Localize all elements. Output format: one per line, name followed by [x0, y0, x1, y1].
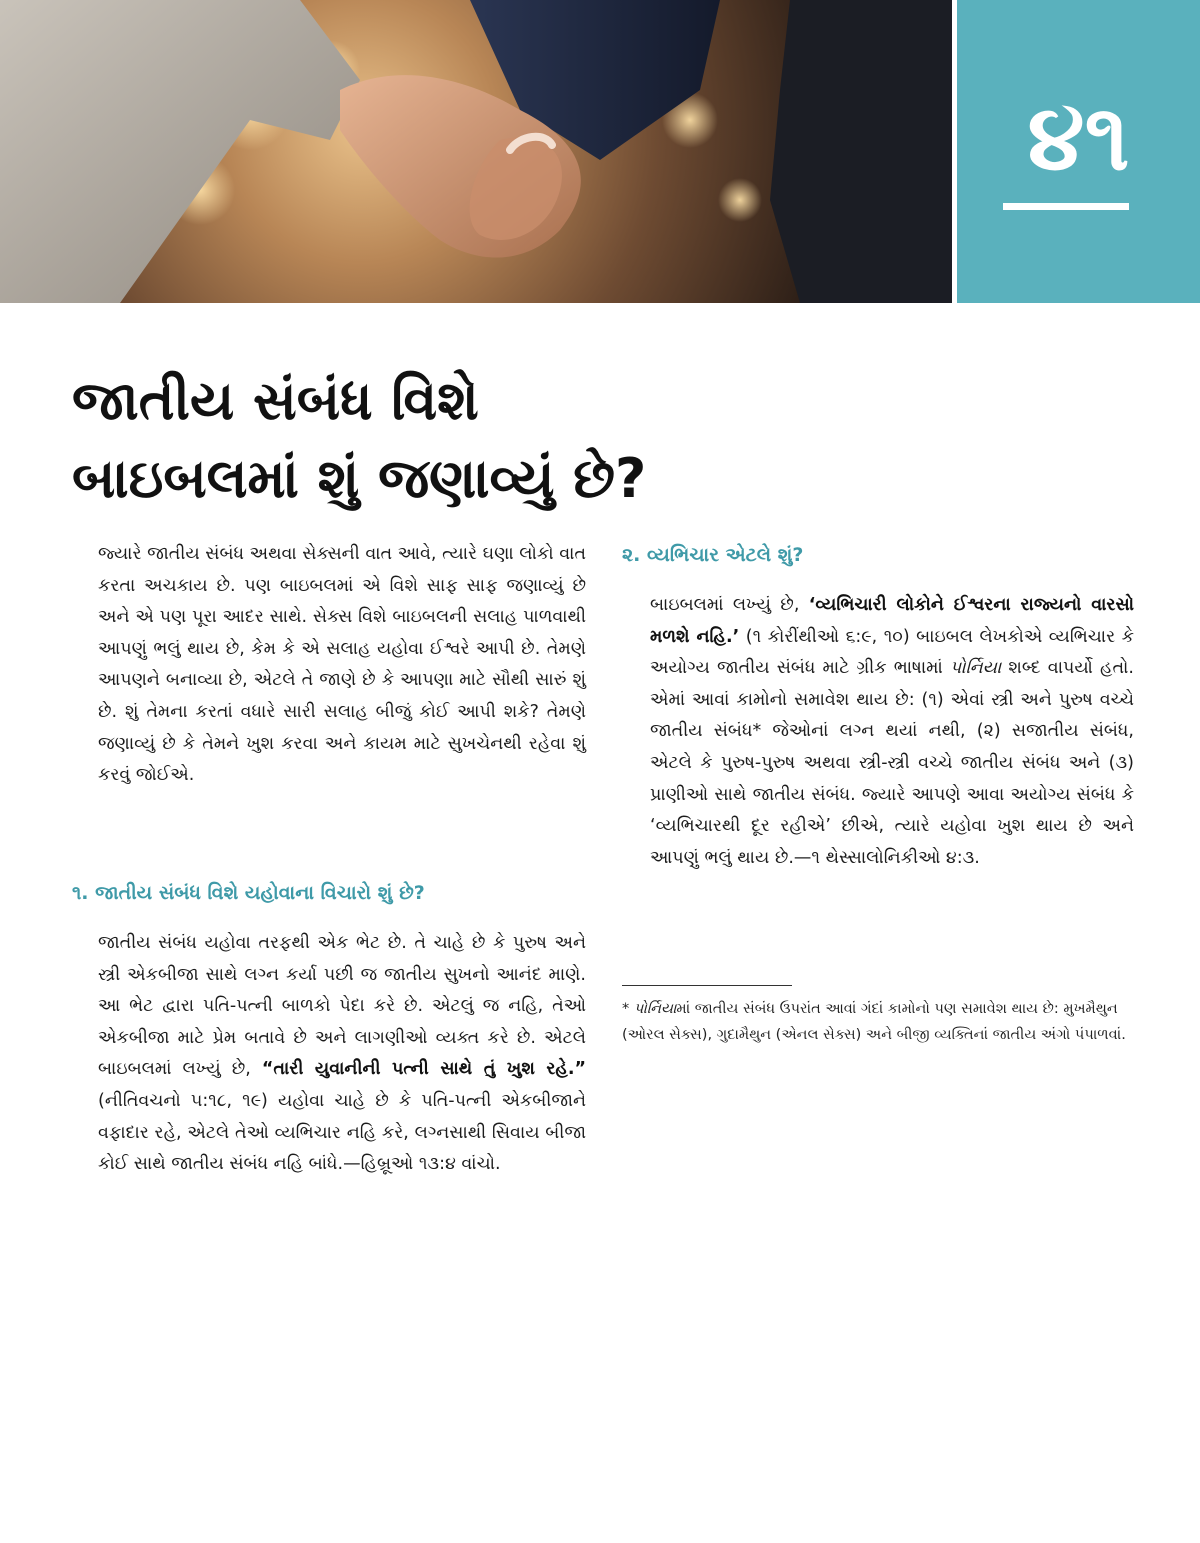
section-2-paragraph — [650, 590, 1134, 874]
section-1-text-a: જાતીય સંબંધ યહોવા તરફથી એક ભેટ છે. તે ચાહે છે કે પુરુષ અને સ્ત્રી એકબીજા સાથે લગ્ન કર્યા પછી જ જાતીય સુખનો આનંદ માણે. આ ભેટ દ્વારા પતિ-પત્ની બાળકો પેદા કરે છે. એટલું જ નહિ, તેઓ એકબીજા માટે પ્રેમ બતાવે છે અને લાગણીઓ વ્યક્ત કરે છે. એટલે બાઇબલમાં લખ્યું છે, — [98, 933, 586, 1080]
section-1-body — [98, 928, 586, 1181]
lesson-number-block — [957, 0, 1200, 303]
left-column — [98, 539, 586, 792]
footnote-term: પોર્નિયા — [633, 1001, 677, 1017]
hero-image — [0, 0, 952, 303]
section-2-text-c: શબ્દ વાપર્યો હતો. એમાં આવાં કામોનો સમાવેશ થાય છે: (૧) એવાં સ્ત્રી અને પુરુષ વચ્ચે જાતીય સંબંધ* જેઓનાં લગ્ન થયાં નથી, (૨) સજાતીય સંબંધ, એટલે કે પુરુષ-પુરુષ અથવા સ્ત્રી-સ્ત્રી વચ્ચે જાતીય સંબંધ અને (૩) પ્રાણીઓ સાથે જાતીય સંબંધ. જ્યારે આપણે આવા અયોગ્ય સંબંધ કે ‘વ્યભિચારથી દૂર રહીએ’ છીએ, ત્યારે યહોવા ખુશ થાય છે અને આપણું ભલું થાય છે.—૧ થેસ્સાલોનિકીઓ ૪:૩. — [650, 658, 1134, 868]
section-1-paragraph — [98, 928, 586, 1181]
footnote-text: માં જાતીય સંબંધ ઉપરાંત આવાં ગંદાં કામોનો પણ સમાવેશ થાય છે: મુખમૈથુન (ઓરલ સેક્સ), ગુદામૈથુન (એનલ સેક્સ) અને બીજી વ્યક્તિનાં જાતીય અંગો પંપાળવાં. — [622, 1001, 1126, 1043]
section-1-text-b: (નીતિવચનો ૫:૧૮, ૧૯) યહોવા ચાહે છે કે પતિ-પત્ની એકબીજાને વફાદાર રહે, એટલે તેઓ વ્યભિચાર નહિ કરે, લગ્નસાથી સિવાય બીજા કોઈ સાથે જાતીય સંબંધ નહિ બાંધે.—હિબ્રૂઓ ૧૩:૪ વાંચો. — [98, 1090, 586, 1175]
footnote — [622, 996, 1142, 1048]
section-2-heading: ૨. વ્યભિચાર એટલે શું? — [622, 544, 804, 566]
section-1-quote: “તારી યુવાનીની પત્ની સાથે તું ખુશ રહે.” — [261, 1059, 587, 1080]
footnote-marker: * — [622, 1001, 634, 1017]
title-line-1: જાતીય સંબંધ વિશે — [72, 369, 479, 432]
page-title — [72, 362, 872, 518]
holding-hands-photo — [0, 0, 952, 303]
title-line-2: બાઇબલમાં શું જણાવ્યું છે? — [72, 447, 647, 510]
section-1-heading: ૧. જાતીય સંબંધ વિશે યહોવાના વિચારો શું છે? — [72, 882, 425, 904]
section-2-text-a: બાઇબલમાં લખ્યું છે, — [650, 595, 809, 615]
section-2-quote: ‘વ્યભિચારી લોકોને ઈશ્વરના રાજ્યનો વારસો મળશે નહિ.’ — [650, 595, 1134, 647]
section-2-body — [650, 590, 1134, 874]
footnote-divider — [622, 985, 792, 986]
intro-paragraph: જ્યારે જાતીય સંબંધ અથવા સેક્સની વાત આવે, ત્યારે ઘણા લોકો વાત કરતા અચકાય છે. પણ બાઇબલમાં એ વિશે સાફ સાફ જણાવ્યું છે અને એ પણ પૂરા આદર સાથે. સેક્સ વિશે બાઇબલની સલાહ પાળવાથી આપણું ભલું થાય છે, કેમ કે એ સલાહ યહોવા ઈશ્વરે આપી છે. તેમણે આપણને બનાવ્યા છે, એટલે તે જાણે છે કે આપણા માટે સૌથી સારું શું છે. શું તેમના કરતાં વધારે સારી સલાહ બીજું કોઈ આપી શકે? તેમણે જણાવ્યું છે કે તેમને ખુશ કરવા અને કાયમ માટે સુખચેનથી રહેવા શું કરવું જોઈએ. — [98, 544, 586, 786]
lesson-number: ૪૧ — [1027, 84, 1130, 191]
section-2-text-b: (૧ કોરીંથીઓ ૬:૯, ૧૦) બાઇબલ લેખકોએ વ્યભિચાર કે અયોગ્ય જાતીય સંબંધ માટે ગ્રીક ભાષામાં — [650, 626, 1134, 679]
section-2-term: પોર્નિયા — [949, 658, 1002, 679]
lesson-number-underline — [1003, 203, 1129, 210]
